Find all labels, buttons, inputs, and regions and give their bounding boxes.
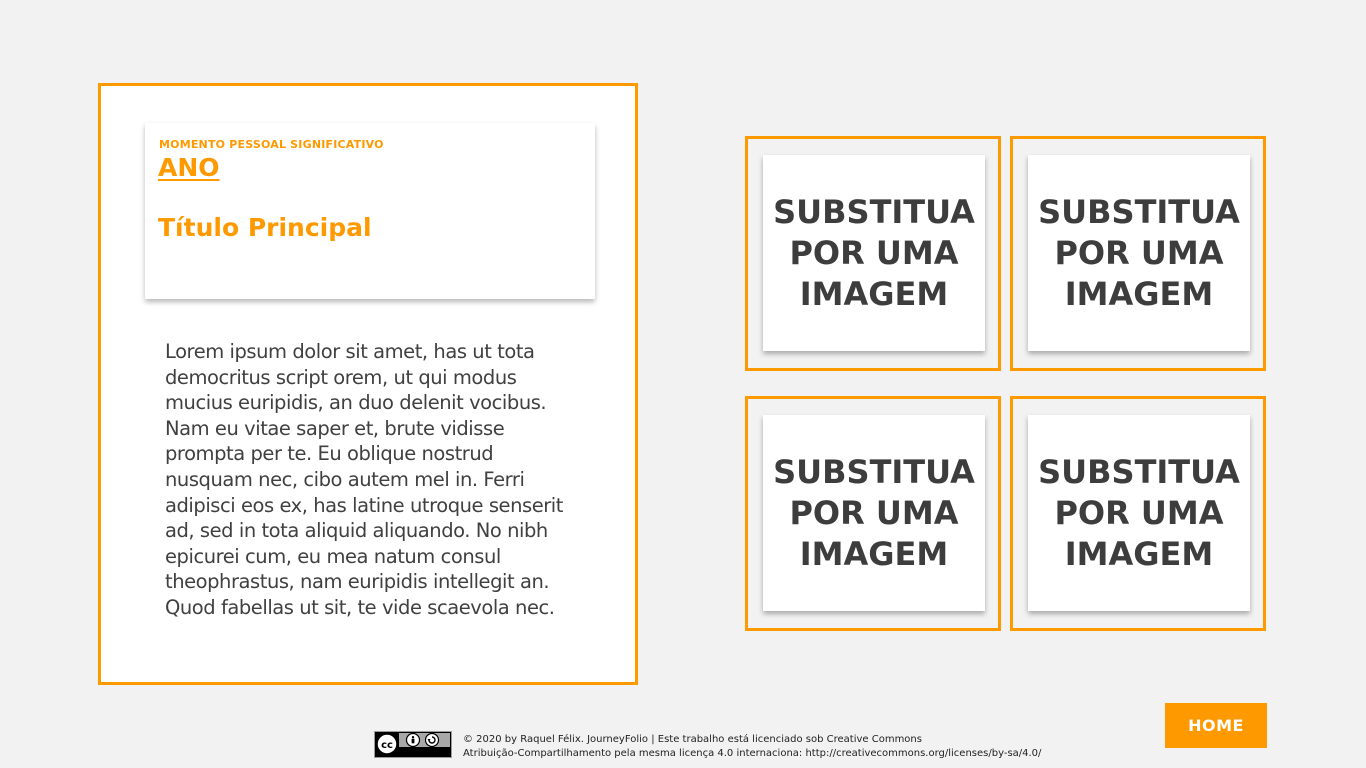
image-placeholder-1[interactable]	[745, 136, 1001, 371]
image-placeholder-label: SUBSTITUA POR UMA IMAGEM	[773, 192, 975, 313]
image-placeholder-frame	[763, 415, 985, 611]
footer-line-2: Atribuição-Compartilhamento pela mesma licença 4.0 internaciona: http://creativecommons.org/licenses/by-sa/4.0/	[463, 747, 1042, 759]
license-badge-graphic	[375, 732, 451, 757]
image-placeholder-frame	[1028, 155, 1250, 351]
image-placeholder-4[interactable]	[1010, 396, 1266, 631]
cc-by-sa-icon[interactable]	[374, 731, 452, 758]
image-placeholder-label: SUBSTITUA POR UMA IMAGEM	[773, 452, 975, 573]
svg-text:cc: cc	[381, 740, 393, 751]
image-placeholder-2[interactable]	[1010, 136, 1266, 371]
eyebrow-label: MOMENTO PESSOAL SIGNIFICATIVO	[159, 138, 384, 151]
body-text: Lorem ipsum dolor sit amet, has ut tota democritus script orem, ut qui modus mucius euripidis, an duo delenit vocibus. Nam eu vitae saper et, brute vidisse prompta per te. Eu oblique nostrud nusquam nec, cibo autem mel in. Ferri adipisci eos ex, has latine utroque senserit ad, sed in tota aliquid aliquando. No nibh epicurei cum, eu mea natum consul theophrastus, nam euripidis intellegit an. Quod fabellas ut sit, te vide scaevola nec.	[165, 340, 563, 619]
footer-license-text	[463, 733, 1041, 760]
main-title: Título Principal	[158, 213, 372, 242]
year-link[interactable]: ANO	[158, 153, 220, 182]
image-placeholder-label: SUBSTITUA POR UMA IMAGEM	[1038, 192, 1240, 313]
footer-line-1: © 2020 by Raquel Félix. JourneyFolio | Este trabalho está licenciado sob Creative Commons	[463, 734, 922, 745]
image-placeholder-label: SUBSTITUA POR UMA IMAGEM	[1038, 452, 1240, 573]
image-placeholder-3[interactable]	[745, 396, 1001, 631]
main-card	[98, 83, 638, 685]
image-placeholder-frame	[763, 155, 985, 351]
title-card	[145, 123, 595, 299]
image-placeholder-frame	[1028, 415, 1250, 611]
home-button[interactable]: HOME	[1165, 703, 1267, 748]
